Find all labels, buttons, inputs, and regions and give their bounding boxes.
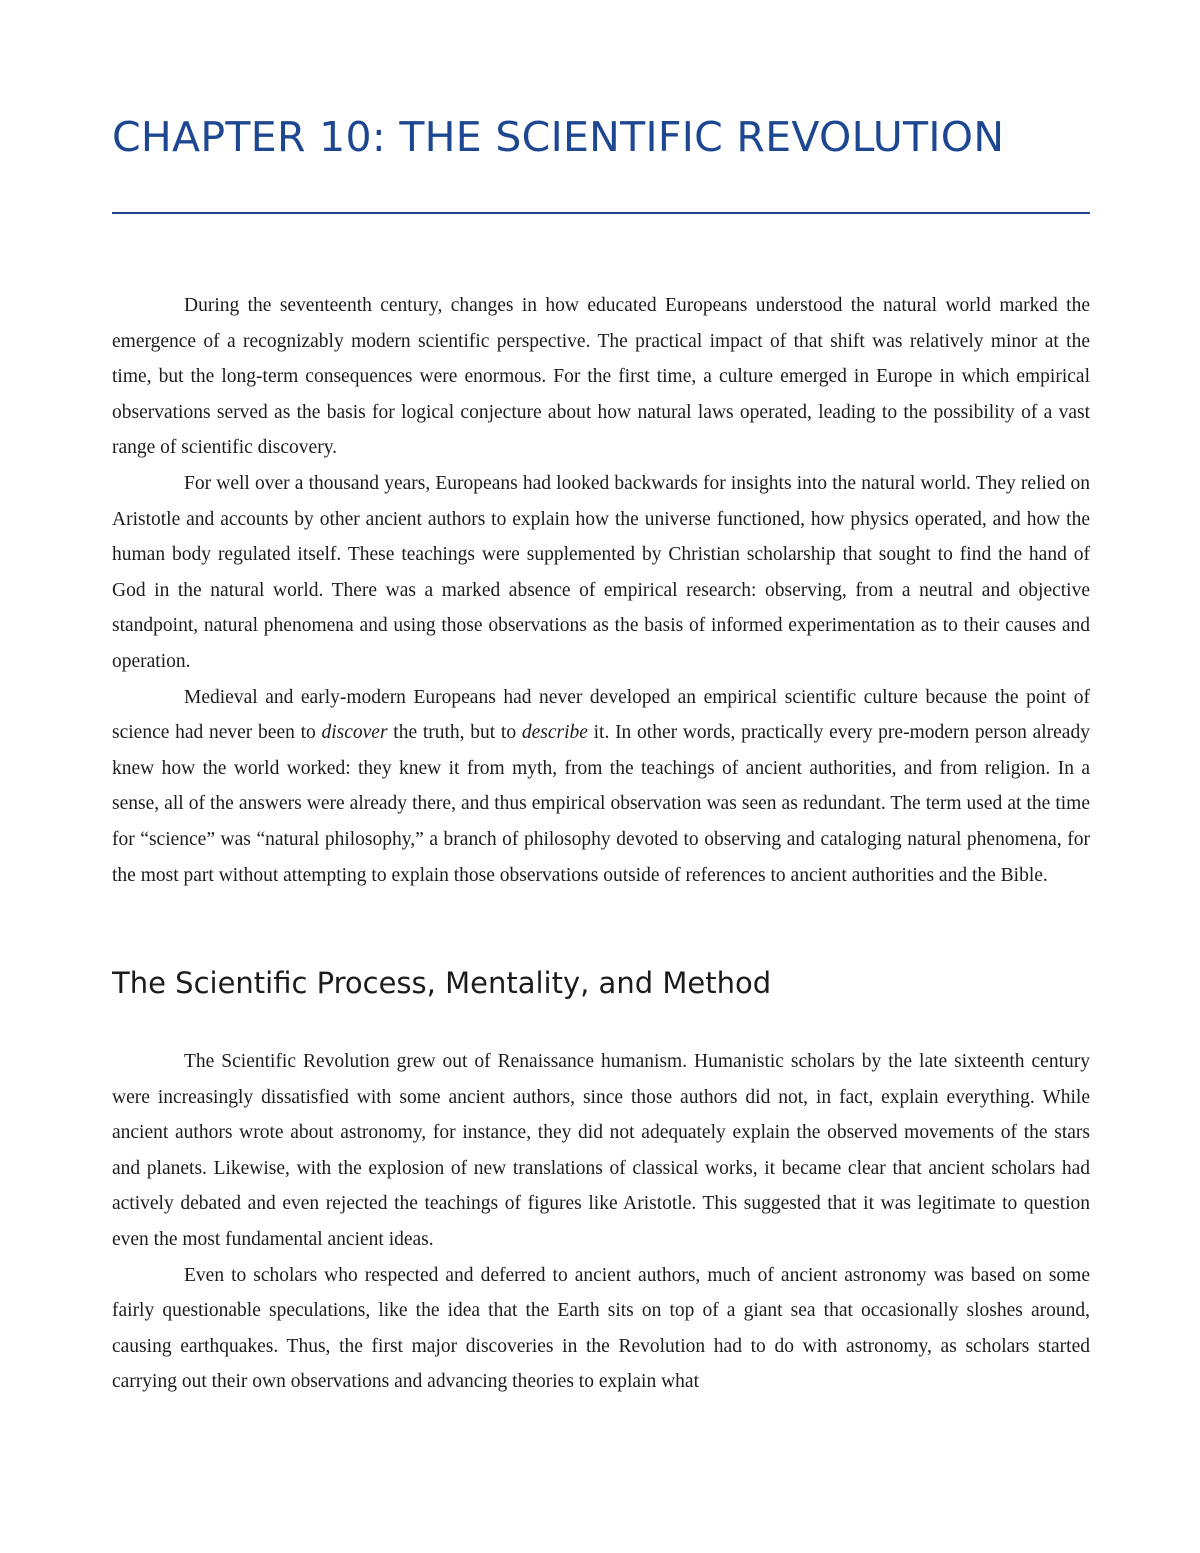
paragraph: During the seventeenth century, changes in how educated Europeans understood the natural world marked the emergence of a recognizably modern scientific perspective. The practical impact of that shift was relatively minor at the time, but the long-term consequences were enormous. For the first time, a culture emerged in Europe in which empirical observations served as the basis for logical conjecture about how natural laws operated, leading to the possibility of a vast range of scientific discovery.: [112, 295, 1090, 459]
section-heading: The Scientific Process, Mentality, and Method: [112, 966, 772, 1000]
paragraph: Even to scholars who respected and deferred to ancient authors, much of ancient astronomy was based on some fairly questionable speculations, like the idea that the Earth sits on top of a giant sea that occasionally sloshes around, causing earthquakes. Thus, the first major discoveries in the Revolution had to do with astronomy, as scholars started carrying out their own observations and advancing theories to explain what: [112, 1264, 1090, 1393]
paragraph-text: Medieval and early-modern Europeans had never developed an empirical scientific culture because the point of science had never been to: [112, 686, 1090, 744]
emphasis-text: describe: [521, 722, 588, 744]
paragraph: For well over a thousand years, Europeans had looked backwards for insights into the natural world. They relied on Aristotle and accounts by other ancient authors to explain how the universe functioned, how physics operated, and how the human body regulated itself. These teachings were supplemented by Christian scholarship that sought to find the hand of God in the natural world. There was a marked absence of empirical research: observing, from a neutral and objective standpoint, natural phenomena and using those observations as the basis of informed experimentation as to their causes and operation.: [112, 472, 1090, 672]
paragraph: The Scientific Revolution grew out of Renaissance humanism. Humanistic scholars by the late sixteenth century were increasingly dissatisfied with some ancient authors, since those authors did not, in fact, explain everything. While ancient authors wrote about astronomy, for instance, they did not adequately explain the observed movements of the stars and planets. Likewise, with the explosion of new translations of classical works, it became clear that ancient scholars had actively debated and even rejected the teachings of figures like Aristotle. This suggested that it was legitimate to question even the most fundamental ancient ideas.: [112, 1051, 1090, 1250]
document-page: [112, 0, 1090, 1553]
chapter-title: CHAPTER 10: THE SCIENTIFIC REVOLUTION: [112, 113, 1005, 161]
paragraph-text: it. In other words, practically every pre-modern person already knew how the world worked: they knew it from myth, from the teachings of ancient authorities, and from religion. In a sense, all of the answers were already there, and thus empirical observation was seen as redundant. The term used at the time for “science” was “natural philosophy,” a branch of philosophy devoted to observing and cataloging natural phenomena, for the most part without attempting to explain those observations outside of references to ancient authorities and the Bible.: [112, 722, 1090, 886]
intro-section: [112, 288, 1090, 893]
scientific-process-section: [112, 1044, 1090, 1400]
paragraph-text: the truth, but to: [387, 722, 522, 744]
title-divider: [112, 212, 1090, 214]
emphasis-text: discover: [321, 722, 388, 744]
paragraph: [112, 680, 1090, 894]
